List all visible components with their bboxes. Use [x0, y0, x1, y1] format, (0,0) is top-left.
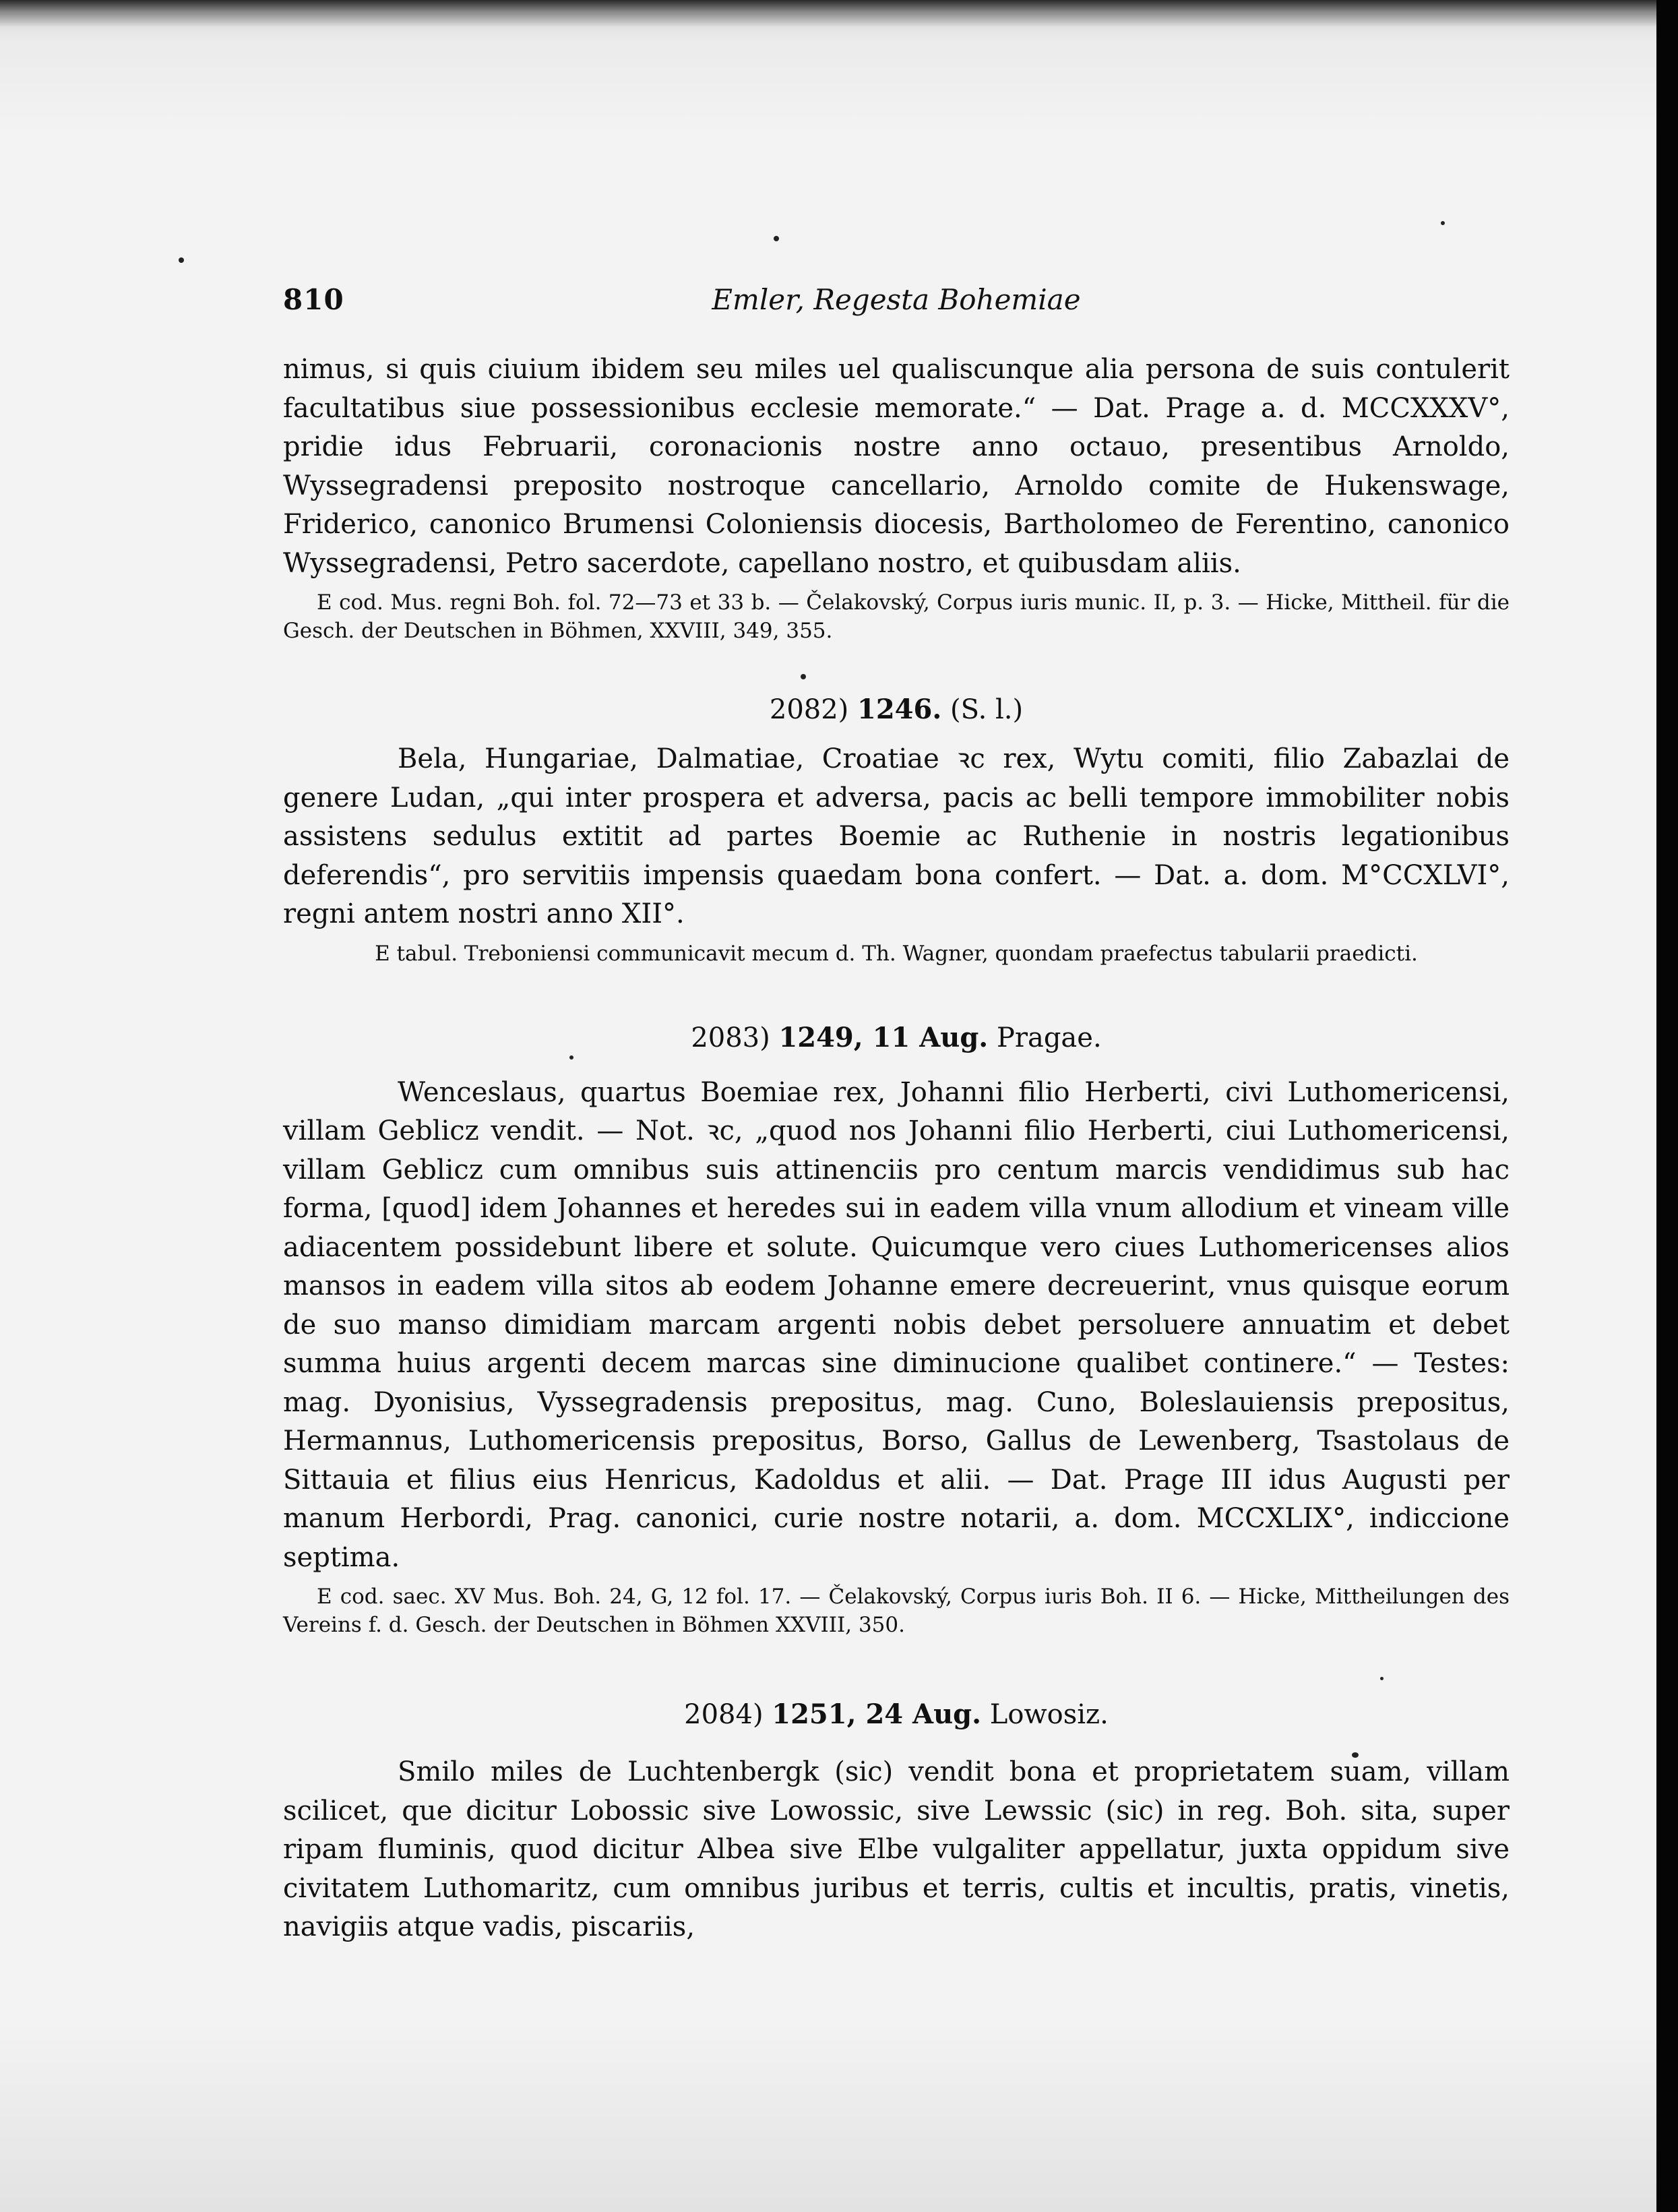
- entry-number: 2083): [691, 1022, 770, 1053]
- page-header: [283, 283, 1510, 330]
- page-number: 810: [283, 283, 344, 316]
- scan-top-shadow: [0, 0, 1659, 27]
- entry-place: Lowosiz.: [989, 1699, 1109, 1730]
- page-body: [283, 350, 1510, 1947]
- continuation-text: nimus, si quis ciuium ibidem seu miles uel qualiscunque alia persona de suis contulerit facultatibus siue possessionibus ecclesie memorate.“ — Dat. Prage a. d. MCCXXXV°, pridie idus Februarii, coronacionis nostre anno octauo, presentibus Arnoldo, Wyssegradensi preposito nostroque cancellario, Arnoldo comite de Hukenswage, Friderico, canonico Brumensi Coloniensis diocesis, Bartholomeo de Ferentino, canonico Wyssegradensi, Petro sacerdote, capellano nostro, et quibusdam aliis.: [283, 354, 1510, 579]
- entry-text-2083: Wenceslaus, quartus Boemiae rex, Johanni filio Herberti, civi Luthomericensi, villam Geblicz vendit. — Not. ꝛc, „quod nos Johanni filio Herberti, ciui Luthomericensi, villam Geblicz cum omnibus suis attinenciis pro centum marcis vendidimus sub hac forma, [quod] idem Johannes et heredes sui in eadem villa vnum allodium et vineam ville adiacentem possidebunt libere et solute. Quicumque vero ciues Luthomericenses alios mansos in eadem villa sitos ab eodem Johanne emere decreuerint, vnus quisque eorum de suo manso dimidiam marcam argenti nobis debet persoluere annuatim et debet summa huius argenti decem marcas sine diminucione qualibet continere.“ — Testes: mag. Dyonisius, Vyssegradensis prepositus, mag. Cuno, Boleslauiensis prepositus, Hermannus, Luthomericensis prepositus, Borso, Gallus de Lewenberg, Tsastolaus de Sittauia et filius eius Henricus, Kadoldus et alii. — Dat. Prage III idus Augusti per manum Herbordi, Prag. canonici, curie nostre notarii, a. dom. MCCXLIX°, indiccione septima.: [283, 1076, 1510, 1573]
- entry-number: 2084): [684, 1699, 764, 1730]
- entry-number: 2082): [769, 694, 849, 725]
- entry-place: (S. l.): [950, 694, 1024, 725]
- entry-heading-2083: [283, 1022, 1510, 1053]
- entry-heading-2084: [283, 1698, 1510, 1730]
- section-gap: [283, 645, 1510, 694]
- entry-date: 1251, 24 Aug.: [772, 1698, 982, 1730]
- entry-text-2082: Bela, Hungariae, Dalmatiae, Croatiae ꝛc rex, Wytu comiti, filio Zabazlai de genere Ludan, „qui inter prospera et adversa, pacis ac belli tempore immobiliter nobis assistens sedulus extitit ad partes Boemie ac Ruthenie in nostris legationibus deferendis“, pro servitiis impensis quaedam bona confert. — Dat. a. dom. M°CCXLVI°, regni antem nostri anno XII°.: [283, 743, 1510, 929]
- scan-right-border: [1656, 0, 1678, 2212]
- section-gap: [283, 1639, 1510, 1698]
- section-gap: [283, 968, 1510, 1022]
- entry-place: Pragae.: [996, 1022, 1102, 1053]
- entry-date: 1246.: [857, 694, 942, 725]
- continuation-source-note: E cod. Mus. regni Boh. fol. 72—73 et 33 b. — Čelakovský, Corpus iuris munic. II, p. 3. — Hicke, Mittheil. für die Gesch. der Deutschen in Böhmen, XXVIII, 349, 355.: [283, 590, 1510, 643]
- entry-source-note-2083: E cod. saec. XV Mus. Boh. 24, G, 12 fol. 17. — Čelakovský, Corpus iuris Boh. II 6. — Hicke, Mittheilungen des Vereins f. d. Gesch. der Deutschen in Böhmen XXVIII, 350.: [283, 1585, 1510, 1637]
- entry-text-2084: Smilo miles de Luchtenbergk (sic) vendit bona et proprietatem suam, villam scilicet, que dicitur Lobossic sive Lowossic, sive Lewssic (sic) in reg. Boh. sita, super ripam fluminis, quod dicitur Albea sive Elbe vulgaliter appellatur, juxta oppidum sive civitatem Luthomaritz, cum omnibus juribus et terris, cultis et incultis, pratis, vinetis, navigiis atque vadis, piscariis,: [283, 1756, 1510, 1942]
- entry-date: 1249, 11 Aug.: [778, 1021, 989, 1053]
- entry-heading-2082: [283, 694, 1510, 725]
- scan-speck: [774, 236, 779, 241]
- scan-speck: [1441, 221, 1445, 225]
- scan-speck: [179, 257, 184, 263]
- running-title: Emler, Regesta Bohemiae: [712, 283, 1081, 316]
- entry-source-note-2082: E tabul. Treboniensi communicavit mecum d. Th. Wagner, quondam praefectus tabularii praedicti.: [375, 941, 1418, 966]
